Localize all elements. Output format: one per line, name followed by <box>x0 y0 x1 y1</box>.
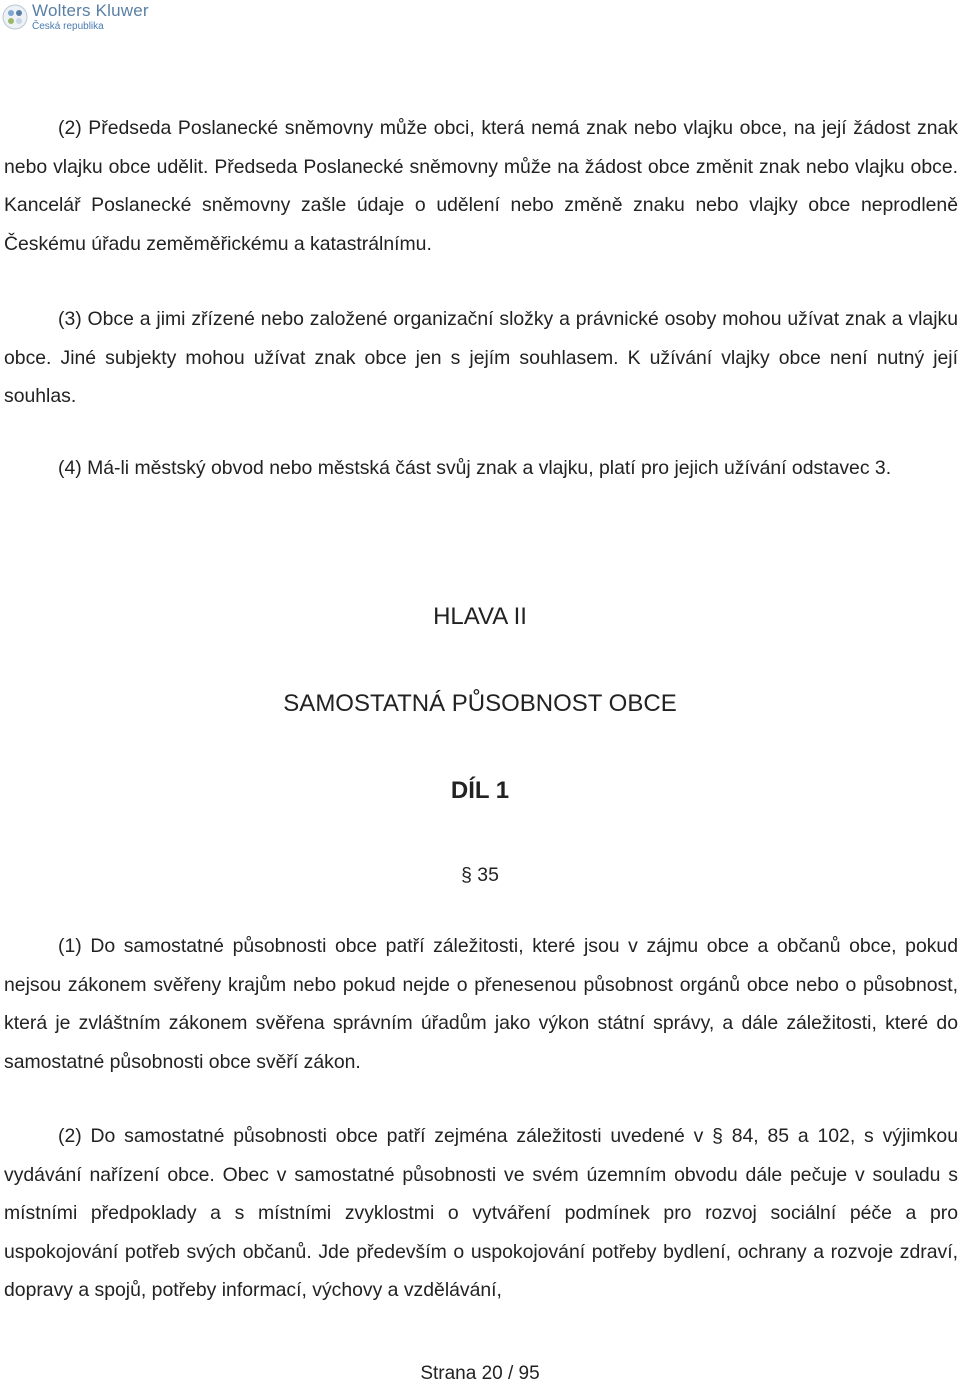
section-heading: § 35 <box>461 864 499 886</box>
chapter-title: SAMOSTATNÁ PŮSOBNOST OBCE <box>283 690 677 717</box>
paragraph-3: (3) Obce a jimi zřízené nebo založené organizační složky a právnické osoby mohou užívat znak a vlajku obce. Jiné subjekty mohou užívat znak obce jen s jejím souhlasem. K užívání vlajky obce není nutný její souhlas. <box>4 308 958 407</box>
publisher-logo <box>2 2 149 36</box>
logo-brand-name: Wolters Kluwer <box>32 1 149 20</box>
page-number: Strana 20 / 95 <box>420 1363 540 1384</box>
part-heading: DÍL 1 <box>450 777 510 804</box>
wolters-kluwer-logo-icon <box>2 4 28 30</box>
logo-region: Česká republika <box>32 21 104 32</box>
section-35-paragraph-2: (2) Do samostatné působnosti obce patří zejména záležitosti uvedené v § 84, 85 a 102, s výjimkou vydávání nařízení obce. Obec v samostatné působnosti ve svém územním obvodu dále pečuje v souladu s místními předpoklady a s místními zvyklostmi o vytváření podmínek pro rozvoj sociální péče a pro uspokojování potřeb svých občanů. Jde především o uspokojování potřeby bydlení, ochrany a rozvoje zdraví, dopravy a spojů, potřeby informací, výchovy a vzdělávání, <box>4 1125 958 1301</box>
paragraph-4: (4) Má-li městský obvod nebo městská část svůj znak a vlajku, platí pro jejich užívání odstavec 3. <box>58 457 892 479</box>
paragraph-2: (2) Předseda Poslanecké sněmovny může obci, která nemá znak nebo vlajku obce, na její žádost znak nebo vlajku obce udělit. Předseda Poslanecké sněmovny může na žádost obce změnit znak nebo vlajku obce. Kancelář Poslanecké sněmovny zašle údaje o udělení nebo změně znaku nebo vlajky obce neprodleně Českému úřadu zeměměřickému a katastrálnímu. <box>4 117 958 255</box>
chapter-heading: HLAVA II <box>433 603 527 630</box>
section-35-paragraph-1: (1) Do samostatné působnosti obce patří záležitosti, které jsou v zájmu obce a občanů obce, pokud nejsou zákonem svěřeny krajům nebo pokud nejde o přenesenou působnost orgánů obce nebo o působnost, která je zvláštním zákonem svěřena správním úřadům jako výkon státní správy, a dále záležitosti, které do samostatné působnosti obce svěří zákon. <box>4 935 958 1073</box>
